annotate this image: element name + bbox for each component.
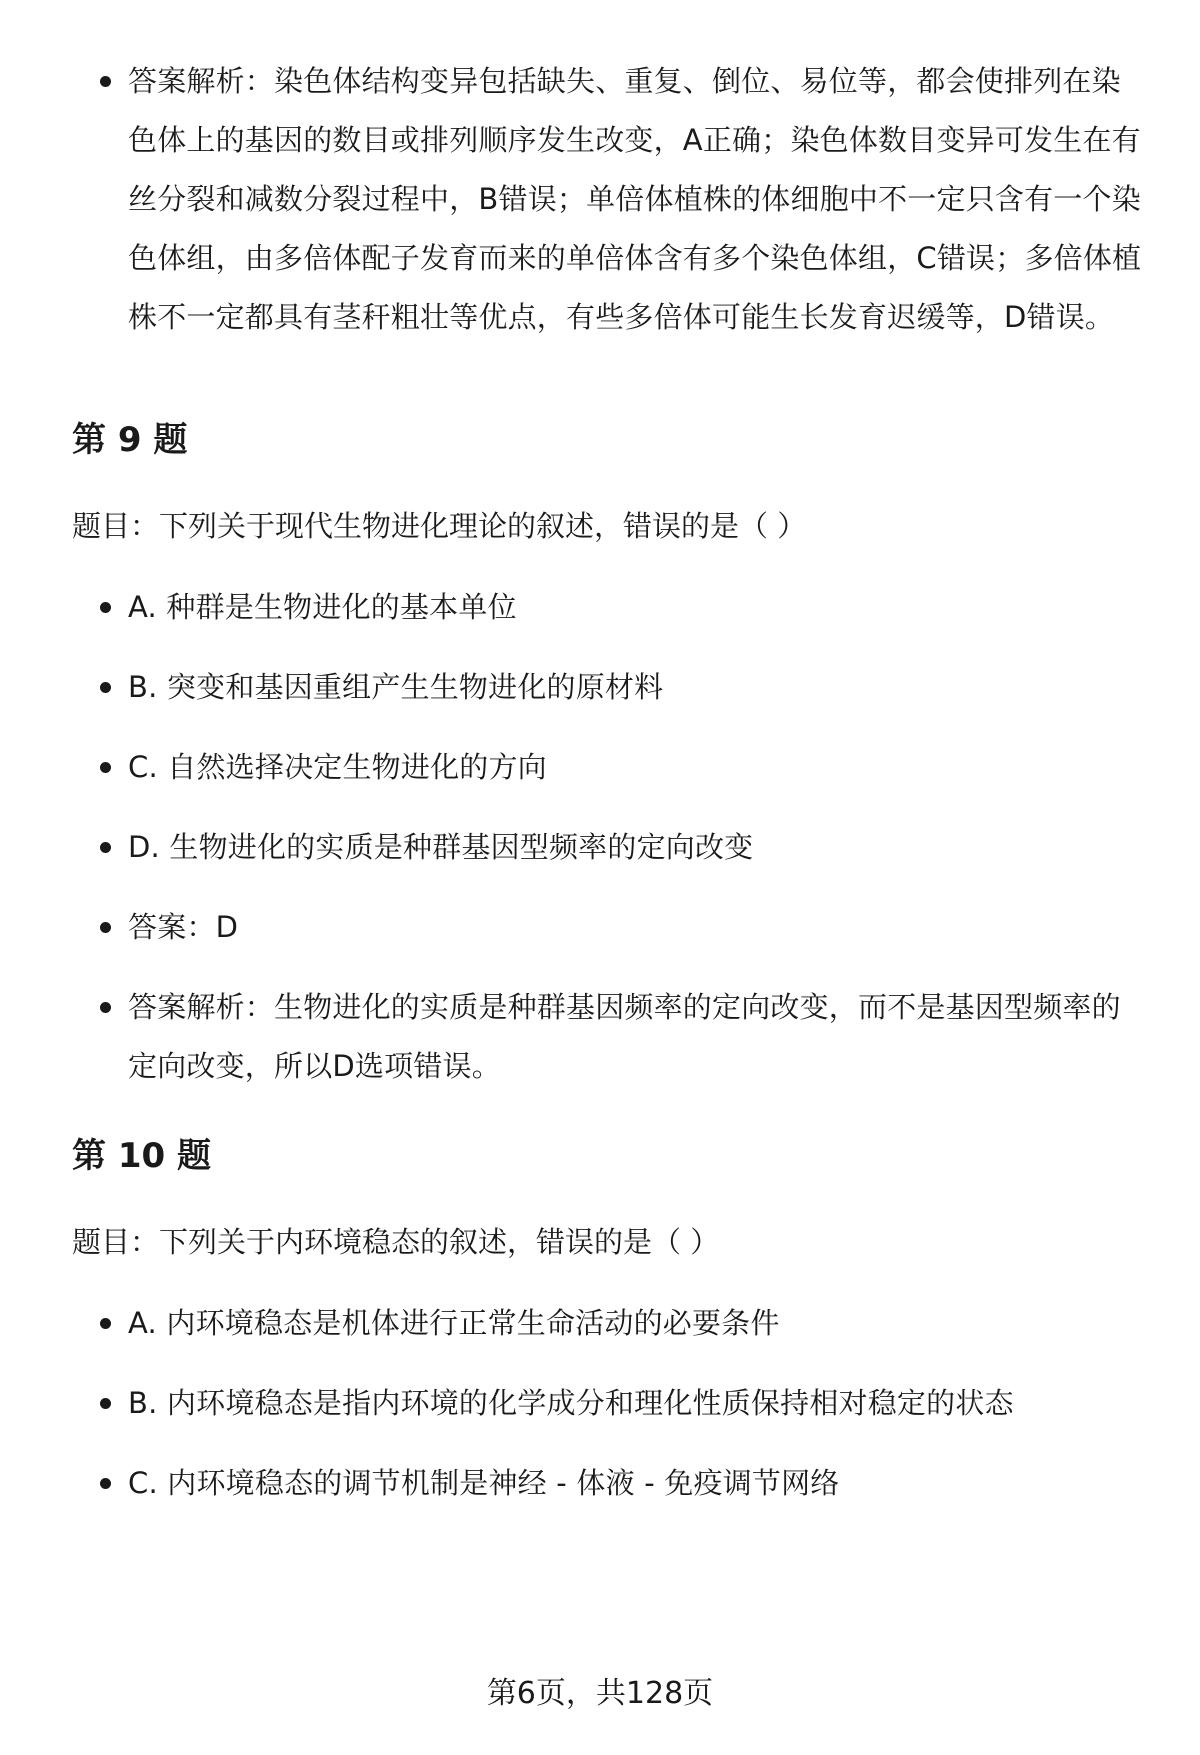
q9-heading: 第 9 题 <box>72 420 188 460</box>
bullet-icon <box>100 76 111 87</box>
bullet-icon <box>100 1398 111 1409</box>
q10-stem: 题目：下列关于内环境稳态的叙述，错误的是（ ） <box>72 1225 720 1259</box>
bullet-icon <box>100 1318 111 1329</box>
q9-option-b-text: B. 突变和基因重组产生生物进化的原材料 <box>128 670 664 704</box>
q9-option-d-text: D. 生物进化的实质是种群基因型频率的定向改变 <box>128 830 754 864</box>
prev-analysis <box>128 52 1148 347</box>
q10-heading: 第 10 题 <box>72 1136 211 1176</box>
q10-option-a-text: A. 内环境稳态是机体进行正常生命活动的必要条件 <box>128 1306 780 1340</box>
bullet-icon <box>100 1478 111 1489</box>
q9-answer-text: 答案：D <box>128 910 239 944</box>
q9-answer <box>128 898 1148 957</box>
q9-stem: 题目：下列关于现代生物进化理论的叙述，错误的是（ ） <box>72 509 807 543</box>
q10-option-b-text: B. 内环境稳态是指内环境的化学成分和理化性质保持相对稳定的状态 <box>128 1386 1014 1420</box>
q10-option-c <box>128 1454 1148 1513</box>
q9-option-d <box>128 818 1148 877</box>
prev-analysis-text: 答案解析：染色体结构变异包括缺失、重复、倒位、易位等，都会使排列在染色体上的基因的数目或排列顺序发生改变，A正确；染色体数目变异可发生在有丝分裂和减数分裂过程中，B错误；单倍体植株的体细胞中不一定只含有一个染色体组，由多倍体配子发育而来的单倍体含有多个染色体组，C错误；多倍体植株不一定都具有茎秆粗壮等优点，有些多倍体可能生长发育迟缓等，D错误。 <box>128 64 1142 334</box>
q9-option-a-text: A. 种群是生物进化的基本单位 <box>128 590 517 624</box>
bullet-icon <box>100 602 111 613</box>
page-number-footer: 第6页，共128页 <box>486 1676 714 1711</box>
q9-option-c <box>128 738 1148 797</box>
bullet-icon <box>100 682 111 693</box>
q10-option-c-text: C. 内环境稳态的调节机制是神经 - 体液 - 免疫调节网络 <box>128 1466 840 1500</box>
q9-option-c-text: C. 自然选择决定生物进化的方向 <box>128 750 547 784</box>
q9-analysis-text: 答案解析：生物进化的实质是种群基因频率的定向改变，而不是基因型频率的定向改变，所以D选项错误。 <box>128 990 1121 1083</box>
bullet-icon <box>100 762 111 773</box>
bullet-icon <box>100 922 111 933</box>
q10-option-b <box>128 1374 1148 1433</box>
q9-option-b <box>128 658 1148 717</box>
bullet-icon <box>100 842 111 853</box>
q10-option-a <box>128 1294 1148 1353</box>
q9-option-a <box>128 578 1148 637</box>
bullet-icon <box>100 1002 111 1013</box>
q9-analysis <box>128 978 1148 1096</box>
